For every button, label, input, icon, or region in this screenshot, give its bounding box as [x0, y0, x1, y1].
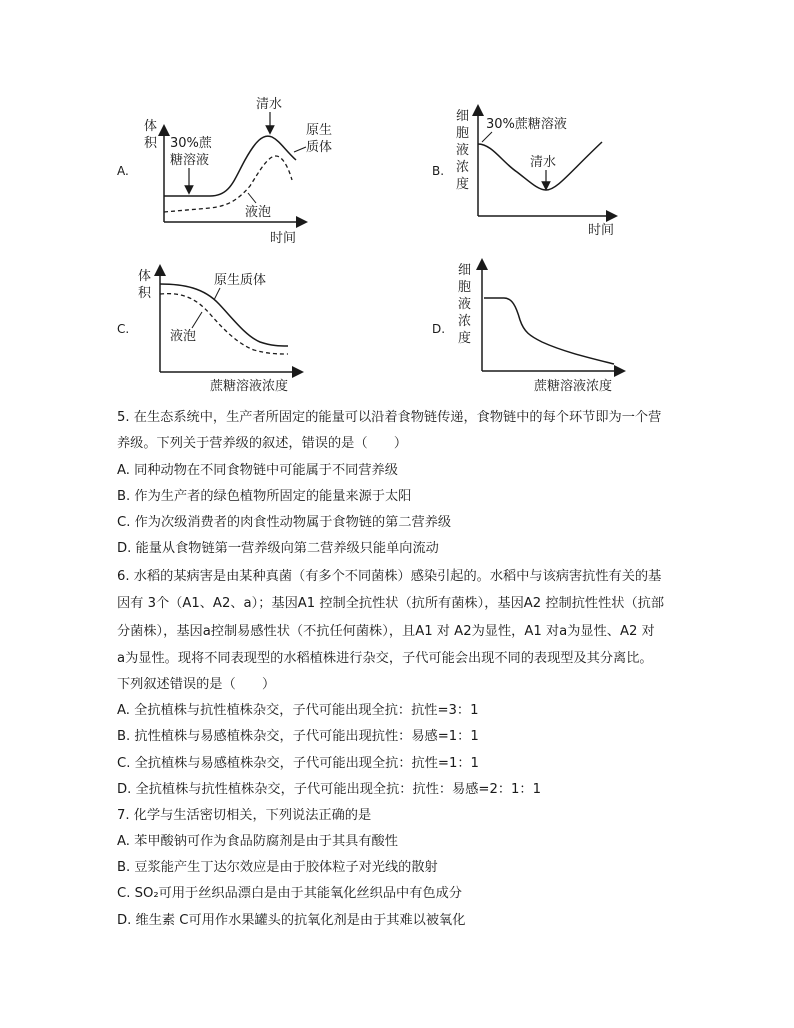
q6-option-d: D. 全抗植株与抗性植株杂交，子代可能出现全抗：抗性：易感=2：1：1	[117, 782, 542, 797]
figure-a-protoplast-line1: 原生	[306, 123, 333, 138]
figure-b-ylabel-1: 细	[456, 109, 470, 124]
q5-option-a: A. 同种动物在不同食物链中可能属于不同营养级	[117, 463, 398, 478]
q5-stem-line-1: 5. 在生态系统中，生产者所固定的能量可以沿着食物链传递，食物链中的每个环节即为一个营	[117, 410, 662, 425]
figure-d-xlabel: 蔗糖溶液浓度	[534, 379, 613, 394]
figure-a-option-label: A.	[117, 164, 129, 178]
figure-d-ylabel-1: 细	[458, 263, 472, 278]
q6-stem-line-3: 分菌株），基因a控制易感性状（不抗任何菌株），且A1 对 A2为显性，A1 对a为显性、A2 对	[117, 624, 655, 639]
figure-b-option-label: B.	[432, 164, 445, 178]
figure-d-ylabel-5: 度	[458, 331, 472, 346]
figure-d	[454, 258, 634, 403]
q5-option-b: B. 作为生产者的绿色植物所固定的能量来源于太阳	[117, 489, 412, 504]
figure-a-sucrose-line2: 糖溶液	[170, 153, 210, 168]
figure-c-vacuole-label: 液泡	[170, 329, 197, 344]
figure-d-ylabel-2: 胞	[458, 280, 472, 295]
figure-b-sucrose-pointer	[482, 132, 492, 142]
figure-d-option-label: D.	[432, 322, 446, 336]
figure-a-ylabel-2: 积	[144, 136, 158, 151]
figure-d-ylabel-4: 浓	[458, 314, 472, 329]
q6-stem-line-4: a为显性。现将不同表现型的水稻植株进行杂交，子代可能会出现不同的表现型及其分离比。	[117, 651, 653, 666]
q5-option-c: C. 作为次级消费者的肉食性动物属于食物链的第二营养级	[117, 515, 452, 530]
figure-b-xlabel: 时间	[588, 223, 615, 238]
figure-a-vacuole-pointer	[248, 193, 256, 203]
figure-c-ylabel-2: 积	[138, 286, 152, 301]
q7-option-a: A. 苯甲酸钠可作为食品防腐剂是由于其具有酸性	[117, 834, 398, 849]
figure-c	[134, 262, 314, 402]
figure-b-ylabel-2: 胞	[456, 126, 470, 141]
figure-c-ylabel-1: 体	[138, 269, 152, 284]
q7-option-b: B. 豆浆能产生丁达尔效应是由于胶体粒子对光线的散射	[117, 860, 438, 875]
figure-d-concentration-curve	[484, 298, 614, 364]
q6-stem-line-1: 6. 水稻的某病害是由某种真菌（有多个不同菌株）感染引起的。水稻中与该病害抗性有关的基	[117, 569, 662, 584]
figure-c-protoplast-label: 原生质体	[214, 273, 267, 288]
q5-stem-line-2: 养级。下列关于营养级的叙述，错误的是（ ）	[117, 436, 408, 451]
figure-a-protoplast-pointer	[294, 147, 306, 152]
figure-b-sucrose-label: 30%蔗糖溶液	[486, 117, 567, 132]
q7-option-c: C. SO₂可用于丝织品漂白是由于其能氧化丝织品中有色成分	[117, 886, 462, 901]
figure-a-protoplast-line2: 质体	[306, 140, 333, 155]
figure-c-protoplast-pointer	[214, 288, 220, 300]
figure-a	[130, 90, 333, 250]
figure-b	[452, 92, 632, 242]
figure-a-vacuole-label: 液泡	[245, 205, 272, 220]
q6-option-b: B. 抗性植株与易感植株杂交，子代可能出现抗性：易感=1：1	[117, 729, 479, 744]
q6-stem-line-2: 因有 3个（A1、A2、a）；基因A1 控制全抗性状（抗所有菌株），基因A2 控制抗性性状（抗部	[117, 596, 665, 611]
figure-b-ylabel-5: 度	[456, 177, 470, 192]
figure-c-option-label: C.	[117, 322, 130, 336]
q6-option-a: A. 全抗植株与抗性植株杂交，子代可能出现全抗：抗性=3：1	[117, 703, 479, 718]
figure-b-water-label: 清水	[530, 155, 557, 170]
figure-a-ylabel-1: 体	[144, 119, 158, 134]
figure-a-water-label: 清水	[256, 97, 283, 112]
figure-a-xlabel: 时间	[270, 231, 297, 246]
figure-a-sucrose-line1: 30%蔗	[170, 136, 212, 151]
figure-c-vacuole-pointer	[192, 312, 202, 328]
q6-stem-line-5: 下列叙述错误的是（ ）	[117, 677, 276, 692]
figure-d-ylabel-3: 液	[458, 297, 472, 312]
figure-b-ylabel-3: 液	[456, 143, 470, 158]
figure-b-ylabel-4: 浓	[456, 160, 470, 175]
q7-option-d: D. 维生素 C可用作水果罐头的抗氧化剂是由于其难以被氧化	[117, 913, 466, 928]
q6-option-c: C. 全抗植株与易感植株杂交，子代可能出现全抗：抗性=1：1	[117, 756, 479, 771]
figure-c-xlabel: 蔗糖溶液浓度	[210, 379, 289, 394]
q7-stem: 7. 化学与生活密切相关，下列说法正确的是	[117, 808, 372, 823]
q5-option-d: D. 能量从食物链第一营养级向第二营养级只能单向流动	[117, 541, 439, 556]
